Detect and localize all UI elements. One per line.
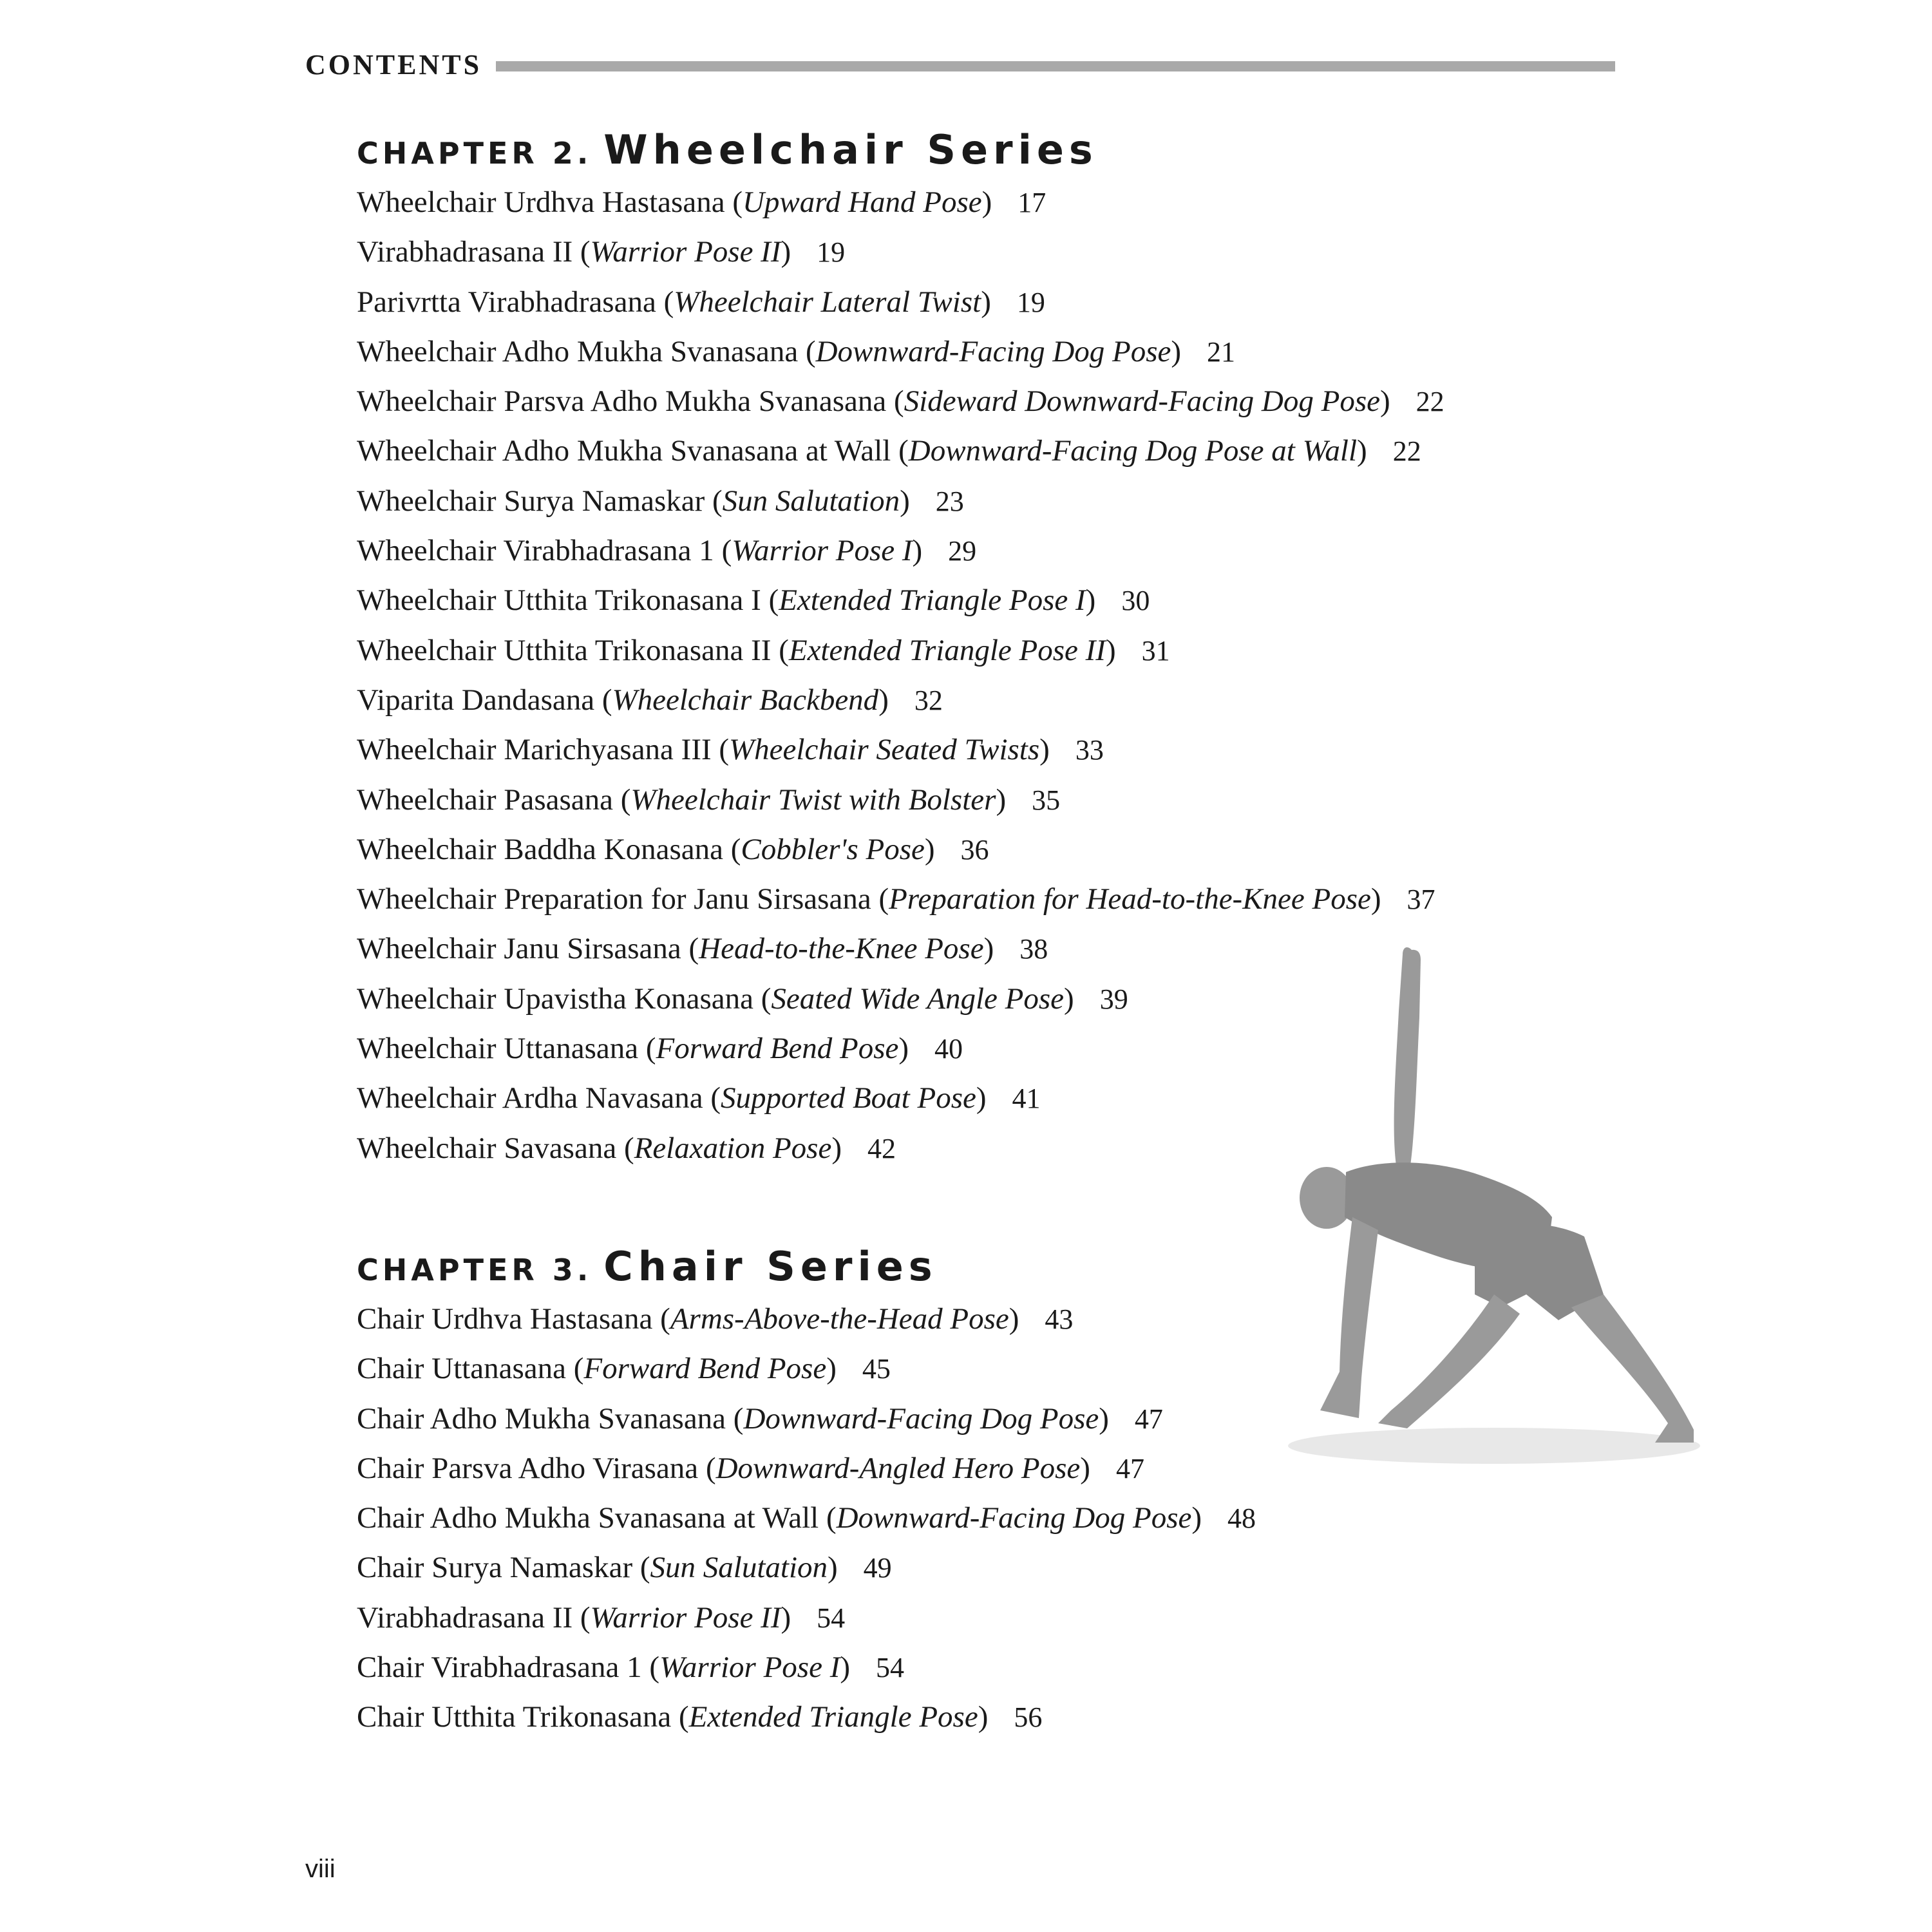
entry-sanskrit-name: Wheelchair Baddha Konasana (357, 832, 723, 866)
back-leg (1571, 1294, 1694, 1443)
entry-page-number: 35 (1032, 784, 1061, 816)
toc-entry: Wheelchair Urdhva Hastasana (Upward Hand Pose) 17 (357, 178, 1580, 227)
entry-page-number: 43 (1045, 1303, 1074, 1335)
toc-entry: Chair Virabhadrasana 1 (Warrior Pose I) 54 (357, 1643, 1580, 1692)
front-leg (1378, 1294, 1520, 1428)
entry-english-name: Warrior Pose I (659, 1651, 840, 1685)
chapter-heading (357, 126, 1580, 175)
entry-page-number: 21 (1207, 336, 1236, 368)
entry-english-name: Seated Wide Angle Pose (771, 981, 1065, 1016)
toc-entry: Wheelchair Adho Mukha Svanasana (Downward-Facing Dog Pose) 21 (357, 327, 1580, 377)
entry-sanskrit-name: Wheelchair Utthita Trikonasana II (357, 633, 772, 667)
toc-entry: Wheelchair Marichyasana III (Wheelchair Seated Twists) 33 (357, 725, 1580, 775)
header-rule (496, 61, 1615, 71)
triangle-pose-figure (1282, 934, 1700, 1481)
entry-english-name: Downward-Facing Dog Pose at Wall (908, 434, 1358, 468)
entry-english-name: Sun Salutation (722, 484, 900, 518)
entry-english-name: Arms-Above-the-Head Pose (670, 1302, 1009, 1336)
toc-entry: Chair Adho Mukha Svanasana at Wall (Downward-Facing Dog Pose) 48 (357, 1493, 1580, 1543)
floor-shadow (1288, 1428, 1700, 1464)
entry-english-name: Warrior Pose II (590, 1600, 781, 1634)
entry-english-name: Sideward Downward-Facing Dog Pose (904, 384, 1380, 419)
entry-sanskrit-name: Wheelchair Upavistha Konasana (357, 981, 753, 1016)
entry-sanskrit-name: Virabhadrasana II (357, 235, 573, 269)
entry-page-number: 31 (1141, 634, 1170, 667)
toc-entry: Wheelchair Savasana (Relaxation Pose) 42 (357, 1124, 1580, 1173)
entry-page-number: 48 (1227, 1502, 1256, 1535)
entry-sanskrit-name: Wheelchair Adho Mukha Svanasana (357, 334, 799, 368)
entry-english-name: Downward-Facing Dog Pose (836, 1501, 1192, 1535)
entry-english-name: Downward-Facing Dog Pose (815, 334, 1171, 368)
entry-page-number: 32 (914, 684, 943, 716)
entry-english-name: Preparation for Head-to-the-Knee Pose (889, 882, 1371, 916)
entry-english-name: Head-to-the-Knee Pose (699, 932, 984, 966)
toc-entry: Wheelchair Utthita Trikonasana I (Extended Triangle Pose I) 30 (357, 576, 1580, 625)
entry-sanskrit-name: Wheelchair Parsva Adho Mukha Svanasana (357, 384, 887, 419)
entry-english-name: Upward Hand Pose (742, 185, 982, 219)
entry-page-number: 22 (1416, 386, 1444, 418)
entry-sanskrit-name: Chair Virabhadrasana 1 (357, 1651, 642, 1685)
entry-english-name: Warrior Pose I (732, 534, 913, 568)
entry-sanskrit-name: Wheelchair Virabhadrasana 1 (357, 534, 714, 568)
toc-entry: Wheelchair Utthita Trikonasana II (Extended Triangle Pose II) 31 (357, 626, 1580, 676)
entry-english-name: Relaxation Pose (634, 1131, 832, 1165)
entry-sanskrit-name: Chair Adho Mukha Svanasana at Wall (357, 1501, 819, 1535)
entry-page-number: 47 (1134, 1403, 1163, 1435)
entry-page-number: 33 (1075, 734, 1104, 766)
entry-sanskrit-name: Wheelchair Adho Mukha Svanasana at Wall (357, 434, 891, 468)
entry-page-number: 54 (876, 1652, 904, 1684)
entry-page-number: 30 (1121, 585, 1150, 617)
entry-english-name: Extended Triangle Pose I (779, 583, 1086, 618)
entry-page-number: 41 (1012, 1083, 1041, 1115)
entry-page-number: 36 (960, 833, 989, 866)
entry-sanskrit-name: Wheelchair Ardha Navasana (357, 1081, 703, 1115)
toc-entry: Chair Urdhva Hastasana (Arms-Above-the-Head Pose) 43 (357, 1294, 1580, 1344)
entry-english-name: Downward-Angled Hero Pose (715, 1451, 1081, 1485)
entry-page-number: 37 (1406, 884, 1435, 916)
entry-english-name: Extended Triangle Pose (688, 1700, 978, 1734)
entry-sanskrit-name: Wheelchair Urdhva Hastasana (357, 185, 725, 219)
toc-entry: Chair Utthita Trikonasana (Extended Triangle Pose) 56 (357, 1692, 1580, 1742)
raised-arm (1394, 947, 1421, 1166)
chapter-number: CHAPTER 3. (357, 1253, 592, 1287)
entry-sanskrit-name: Wheelchair Pasasana (357, 782, 613, 817)
toc-entry: Virabhadrasana II (Warrior Pose II) 54 (357, 1593, 1580, 1643)
entry-english-name: Forward Bend Pose (583, 1352, 827, 1386)
entry-sanskrit-name: Chair Parsva Adho Virasana (357, 1451, 699, 1485)
entry-sanskrit-name: Viparita Dandasana (357, 683, 595, 717)
entry-page-number: 49 (863, 1552, 892, 1584)
entry-sanskrit-name: Virabhadrasana II (357, 1600, 573, 1634)
running-header-label: CONTENTS (305, 48, 482, 80)
entry-page-number: 23 (935, 485, 964, 517)
entry-page-number: 22 (1392, 435, 1421, 468)
entry-sanskrit-name: Chair Surya Namaskar (357, 1551, 633, 1585)
toc-entry: Wheelchair Upavistha Konasana (Seated Wide Angle Pose) 39 (357, 974, 1580, 1024)
toc-entry: Wheelchair Adho Mukha Svanasana at Wall (Downward-Facing Dog Pose at Wall) 22 (357, 426, 1580, 476)
entry-sanskrit-name: Parivrtta Virabhadrasana (357, 285, 656, 319)
entry-english-name: Downward-Facing Dog Pose (743, 1401, 1099, 1435)
entry-sanskrit-name: Wheelchair Savasana (357, 1131, 617, 1165)
entry-page-number: 45 (862, 1353, 891, 1385)
lower-arm (1320, 1217, 1378, 1418)
entry-sanskrit-name: Wheelchair Janu Sirsasana (357, 932, 681, 966)
entry-page-number: 17 (1018, 187, 1046, 218)
entry-page-number: 19 (817, 236, 846, 269)
entry-sanskrit-name: Wheelchair Preparation for Janu Sirsasana (357, 882, 871, 916)
toc-entry: Wheelchair Parsva Adho Mukha Svanasana (Sideward Downward-Facing Dog Pose) 22 (357, 377, 1580, 426)
entry-page-number: 40 (934, 1033, 963, 1065)
entry-page-number: 19 (1016, 286, 1045, 318)
entry-page-number: 47 (1115, 1452, 1144, 1484)
toc-entry: Wheelchair Preparation for Janu Sirsasana (Preparation for Head-to-the-Knee Pose) 37 (357, 875, 1580, 924)
toc-entry: Wheelchair Surya Namaskar (Sun Salutation) 23 (357, 477, 1580, 526)
entry-sanskrit-name: Chair Uttanasana (357, 1352, 566, 1386)
toc-entry: Chair Uttanasana (Forward Bend Pose) 45 (357, 1344, 1580, 1394)
entry-page-number: 56 (1014, 1701, 1043, 1734)
toc-entry: Wheelchair Uttanasana (Forward Bend Pose) 40 (357, 1024, 1580, 1074)
entry-english-name: Warrior Pose II (590, 235, 781, 269)
entry-english-name: Wheelchair Seated Twists (729, 733, 1040, 767)
toc-entry: Virabhadrasana II (Warrior Pose II) 19 (357, 227, 1580, 277)
entry-page-number: 54 (817, 1602, 846, 1634)
entry-english-name: Supported Boat Pose (721, 1081, 976, 1115)
running-header (305, 45, 1615, 84)
toc-entry: Wheelchair Virabhadrasana 1 (Warrior Pose I) 29 (357, 526, 1580, 576)
entry-sanskrit-name: Wheelchair Surya Namaskar (357, 484, 705, 518)
toc-entry: Viparita Dandasana (Wheelchair Backbend) 32 (357, 676, 1580, 725)
entry-english-name: Forward Bend Pose (656, 1032, 899, 1066)
toc-entry: Wheelchair Baddha Konasana (Cobbler's Pose) 36 (357, 825, 1580, 875)
entry-sanskrit-name: Chair Adho Mukha Svanasana (357, 1401, 726, 1435)
entry-sanskrit-name: Wheelchair Marichyasana III (357, 733, 712, 767)
toc-entry: Wheelchair Ardha Navasana (Supported Boat Pose) 41 (357, 1074, 1580, 1123)
entry-page-number: 38 (1019, 933, 1048, 965)
chapter-number: CHAPTER 2. (357, 136, 592, 171)
entry-page-number: 29 (948, 535, 977, 567)
entry-page-number: 39 (1099, 983, 1128, 1015)
chapter-title: Chair Series (603, 1243, 938, 1290)
toc-entry: Chair Adho Mukha Svanasana (Downward-Facing Dog Pose) 47 (357, 1394, 1580, 1444)
toc-entry: Chair Surya Namaskar (Sun Salutation) 49 (357, 1543, 1580, 1593)
entry-english-name: Wheelchair Lateral Twist (674, 285, 981, 319)
entry-english-name: Cobbler's Pose (741, 832, 925, 866)
toc-entry: Wheelchair Janu Sirsasana (Head-to-the-Knee Pose) 38 (357, 924, 1580, 974)
entry-sanskrit-name: Chair Utthita Trikonasana (357, 1700, 672, 1734)
toc-entry: Wheelchair Pasasana (Wheelchair Twist with Bolster) 35 (357, 775, 1580, 825)
entry-english-name: Wheelchair Twist with Bolster (630, 782, 996, 817)
chapter-title: Wheelchair Series (603, 126, 1098, 173)
entry-sanskrit-name: Wheelchair Utthita Trikonasana I (357, 583, 761, 618)
entry-sanskrit-name: Chair Urdhva Hastasana (357, 1302, 653, 1336)
toc-entry: Parivrtta Virabhadrasana (Wheelchair Lateral Twist) 19 (357, 278, 1580, 327)
entry-english-name: Sun Salutation (650, 1551, 828, 1585)
page-number: viii (305, 1855, 336, 1883)
entry-sanskrit-name: Wheelchair Uttanasana (357, 1032, 639, 1066)
toc-entry: Chair Parsva Adho Virasana (Downward-Angled Hero Pose) 47 (357, 1444, 1580, 1493)
entry-english-name: Wheelchair Backbend (612, 683, 879, 717)
entry-page-number: 42 (867, 1132, 896, 1164)
entry-english-name: Extended Triangle Pose II (788, 633, 1106, 667)
